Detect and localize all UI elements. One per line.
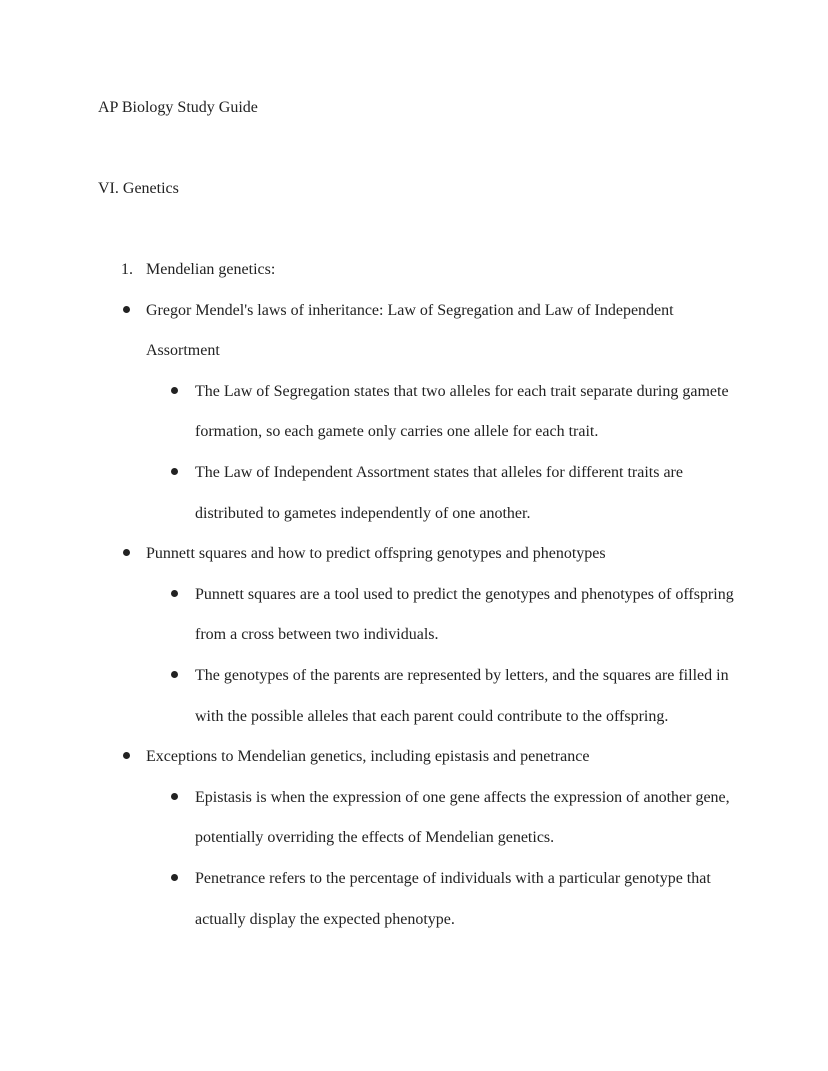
bullet-icon bbox=[171, 671, 178, 678]
sub-bullet-item bbox=[98, 453, 758, 534]
sub-bullet-item bbox=[98, 778, 758, 859]
bullet-item bbox=[98, 291, 758, 372]
item-number: 1. bbox=[121, 261, 133, 278]
sub-bullet-text: The Law of Independent Assortment states that alleles for different traits are distributed to gametes independently of one another. bbox=[195, 463, 683, 522]
bullet-icon bbox=[171, 590, 178, 597]
bullet-icon bbox=[171, 387, 178, 394]
sub-bullet-item bbox=[98, 656, 758, 737]
bullet-icon bbox=[171, 468, 178, 475]
numbered-item bbox=[98, 250, 758, 291]
bullet-item bbox=[98, 534, 758, 575]
sub-bullet-item bbox=[98, 859, 758, 940]
bullet-text: Punnett squares and how to predict offspring genotypes and phenotypes bbox=[146, 545, 606, 563]
section-heading: VI. Genetics bbox=[98, 180, 179, 197]
bullet-icon bbox=[123, 752, 130, 759]
sub-bullet-text: Punnett squares are a tool used to predict the genotypes and phenotypes of offspring from a cross between two individuals. bbox=[195, 585, 734, 644]
bullet-icon bbox=[123, 306, 130, 313]
bullet-icon bbox=[171, 874, 178, 881]
bullet-icon bbox=[123, 549, 130, 556]
sub-bullet-item bbox=[98, 575, 758, 656]
sub-bullet-text: The Law of Segregation states that two alleles for each trait separate during gamete formation, so each gamete only carries one allele for each trait. bbox=[195, 382, 729, 441]
bullet-text: Gregor Mendel's laws of inheritance: Law of Segregation and Law of Independent Assortment bbox=[146, 301, 674, 360]
outline bbox=[98, 250, 758, 940]
bullet-icon bbox=[171, 793, 178, 800]
sub-bullet-item bbox=[98, 372, 758, 453]
sub-bullet-text: Penetrance refers to the percentage of individuals with a particular genotype that actually display the expected phenotype. bbox=[195, 869, 711, 928]
numbered-item-text: Mendelian genetics: bbox=[146, 261, 276, 278]
document-title: AP Biology Study Guide bbox=[98, 99, 258, 116]
bullet-item bbox=[98, 737, 758, 778]
bullet-text: Exceptions to Mendelian genetics, including epistasis and penetrance bbox=[146, 748, 590, 766]
sub-bullet-text: The genotypes of the parents are represented by letters, and the squares are filled in with the possible alleles that each parent could contribute to the offspring. bbox=[195, 666, 729, 725]
sub-bullet-text: Epistasis is when the expression of one gene affects the expression of another gene, potentially overriding the effects of Mendelian genetics. bbox=[195, 788, 730, 847]
